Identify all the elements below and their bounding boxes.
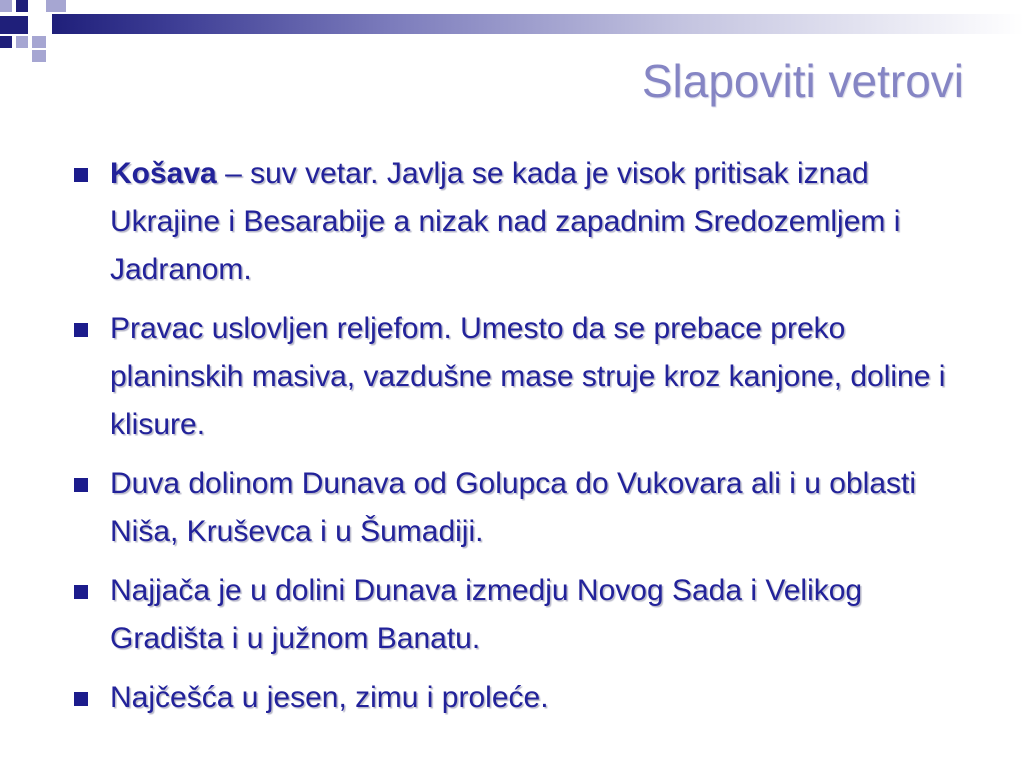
bullet-text: Najčešća u jesen, zimu i proleće.: [110, 681, 549, 714]
bullet-list: [72, 150, 982, 733]
bullet-item: [72, 150, 982, 294]
decor-square: [16, 0, 28, 12]
decor-square: [30, 16, 48, 34]
bullet-item: [72, 305, 982, 449]
square-bullet-icon: [74, 168, 88, 182]
slide-title: Slapoviti vetrovi: [641, 55, 964, 107]
decor-square: [32, 36, 46, 48]
bullet-text: Najjača je u dolini Dunava izmedju Novog Sada i Velikog Gradišta i u južnom Banatu.: [110, 574, 863, 655]
header-gradient-bar: [52, 14, 1024, 34]
decor-square: [46, 0, 66, 12]
bullet-item: [72, 460, 982, 556]
bullet-item: [72, 567, 982, 663]
bullet-text: Pravac uslovljen reljefom. Umesto da se prebace preko planinskih masiva, vazdušne mase struje kroz kanjone, doline i klisure.: [110, 312, 946, 441]
bullet-item: [72, 674, 982, 722]
bullet-text: – suv vetar. Javlja se kada je visok pritisak iznad Ukrajine i Besarabije a nizak nad zapadnim Sredozemljem i Jadranom.: [110, 157, 901, 286]
bullet-bold-term: Košava: [110, 157, 217, 190]
bullet-text: Duva dolinom Dunava od Golupca do Vukovara ali i u oblasti Niša, Kruševca i u Šumadiji.: [110, 467, 917, 548]
decor-square: [0, 36, 12, 48]
square-bullet-icon: [74, 323, 88, 337]
square-bullet-icon: [74, 585, 88, 599]
decor-square: [32, 50, 46, 62]
decor-square: [0, 16, 28, 34]
square-bullet-icon: [74, 692, 88, 706]
decor-square: [16, 36, 28, 48]
square-bullet-icon: [74, 478, 88, 492]
decor-square: [0, 0, 12, 12]
